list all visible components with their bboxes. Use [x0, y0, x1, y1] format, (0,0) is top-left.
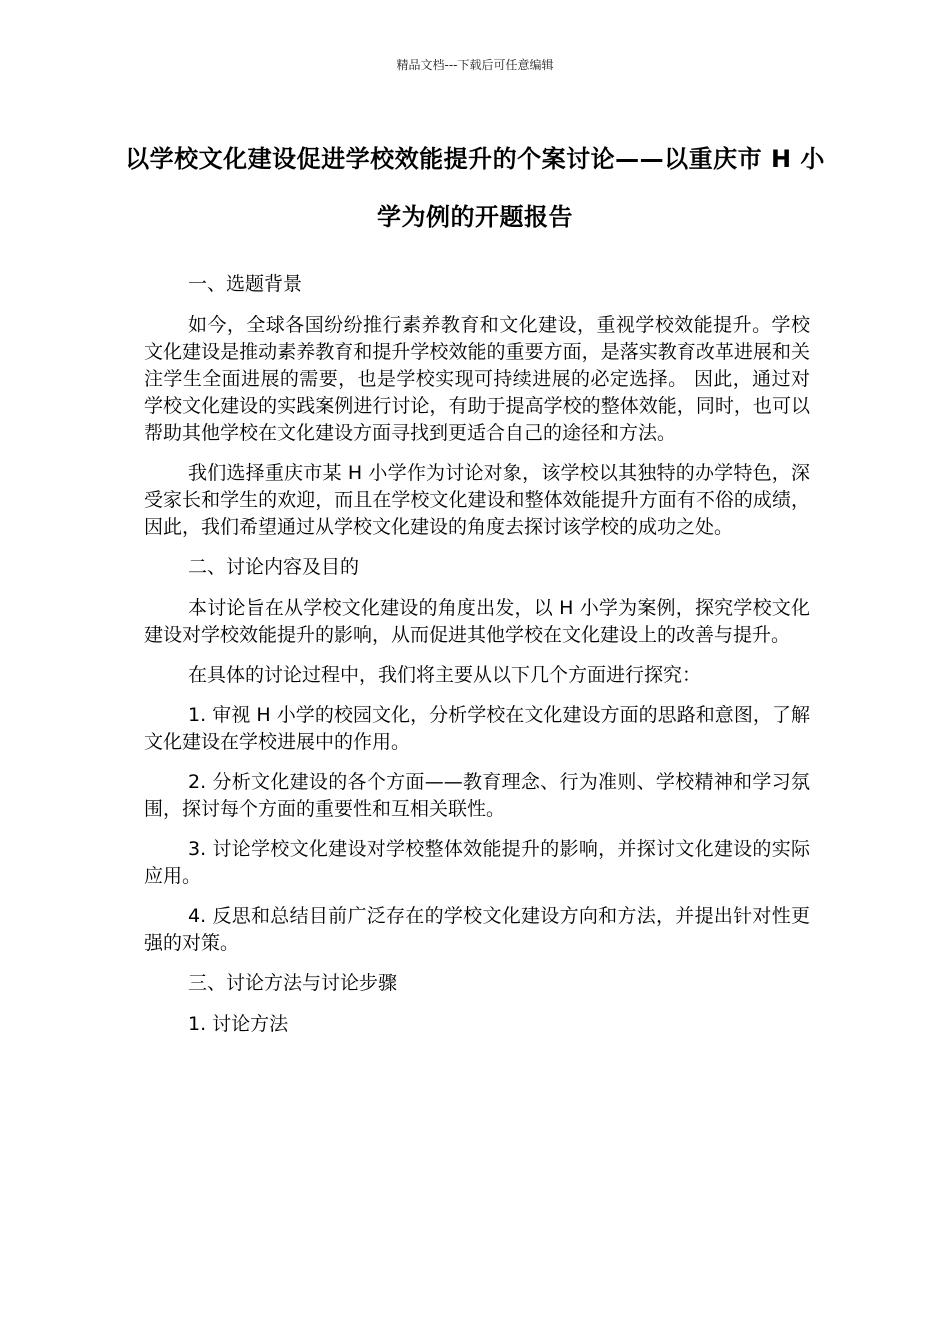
list-item-4: 4. 反思和总结目前广泛存在的学校文化建设方向和方法，并提出针对性更强的对策。	[144, 905, 810, 954]
paragraph-purpose: 本讨论旨在从学校文化建设的角度出发，以 H 小学为案例，探究学校文化建设对学校效能提升的影响，从而促进其他学校在文化建设上的改善与提升。	[144, 597, 810, 646]
document-title: 以学校文化建设促进学校效能提升的个案讨论——以重庆市 H 小学为例的开题报告	[125, 145, 825, 231]
page-header: 精品文档---下载后可任意编辑	[396, 58, 554, 72]
subheading-method: 1. 讨论方法	[188, 1013, 289, 1035]
section-heading-background: 一、选题背景	[188, 273, 303, 295]
list-item-2: 2. 分析文化建设的各个方面——教育理念、行为准则、学校精神和学习氛围，探讨每个方面的重要性和互相关联性。	[144, 771, 810, 820]
section-heading-content: 二、讨论内容及目的	[188, 556, 360, 578]
paragraph-process-intro: 在具体的讨论过程中，我们将主要从以下几个方面进行探究：	[188, 664, 702, 686]
list-item-1: 1. 审视 H 小学的校园文化，分析学校在文化建设方面的思路和意图，了解文化建设在学校进展中的作用。	[144, 704, 810, 753]
document-body	[144, 271, 810, 1051]
list-item-3: 3. 讨论学校文化建设对学校整体效能提升的影响，并探讨文化建设的实际应用。	[144, 838, 810, 887]
paragraph-background-2: 我们选择重庆市某 H 小学作为讨论对象，该学校以其独特的办学特色，深受家长和学生的欢迎，而且在学校文化建设和整体效能提升方面有不俗的成绩，因此，我们希望通过从学校文化建设的角度去探讨该学校的成功之处。	[144, 462, 810, 538]
paragraph-background-1: 如今，全球各国纷纷推行素养教育和文化建设，重视学校效能提升。学校文化建设是推动素养教育和提升学校效能的重要方面，是落实教育改革进展和关注学生全面进展的需要，也是学校实现可持续进展的必定选择。 因此，通过对学校文化建设的实践案例进行讨论，有助于提高学校的整体效能，同时，也可以帮助其他学校在文化建设方面寻找到更适合自己的途径和方法。	[144, 314, 810, 444]
section-heading-method: 三、讨论方法与讨论步骤	[188, 972, 398, 994]
